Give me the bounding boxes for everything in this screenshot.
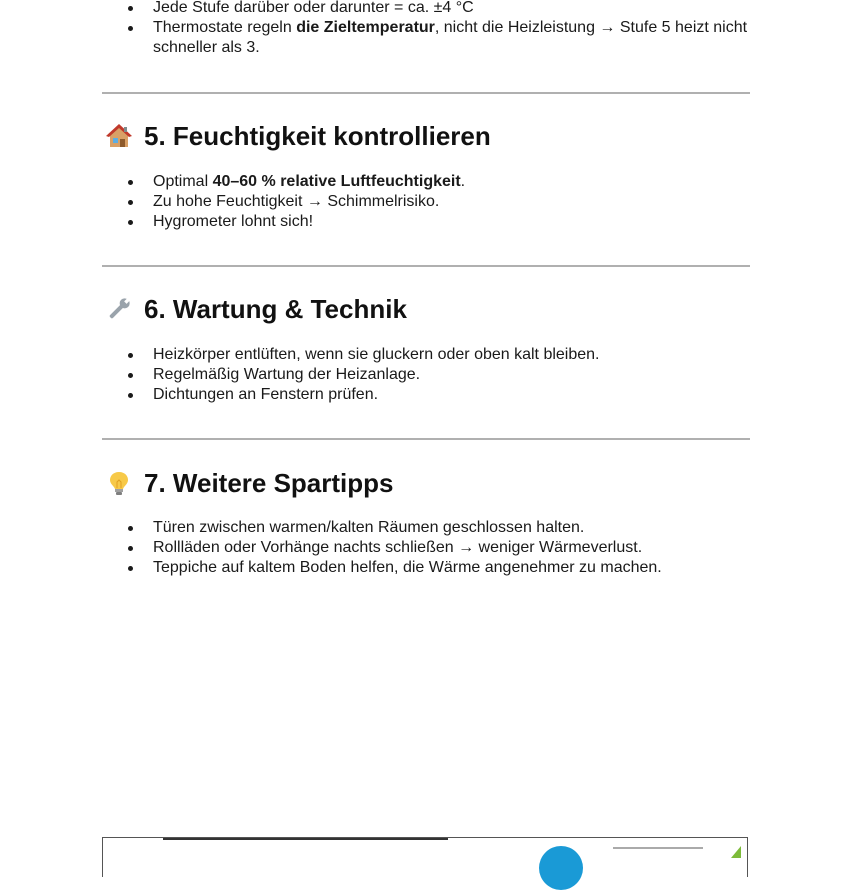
section-heading-7 (104, 467, 394, 499)
list-item: Heizkörper entlüften, wenn sie gluckern oder oben kalt bleiben. (128, 345, 753, 365)
wrench-icon (104, 294, 134, 324)
bullet-list-7 (128, 518, 753, 578)
footer-accent-icon (731, 846, 741, 858)
section-divider (102, 265, 750, 267)
section-heading-6 (104, 293, 407, 325)
footer-decoration (163, 838, 448, 840)
list-item: Hygrometer lohnt sich! (128, 212, 753, 232)
section-title: 6. Wartung & Technik (144, 294, 407, 324)
lightbulb-icon (104, 468, 134, 498)
list-item: Zu hohe Feuchtigkeit → Schimmelrisiko. (128, 192, 753, 212)
section-title: 5. Feuchtigkeit kontrollieren (144, 121, 491, 151)
list-item: Thermostate regeln die Zieltemperatur, nicht die Heizleistung → Stufe 5 heizt nicht schneller als 3. (128, 18, 753, 58)
top-bullet-list (128, 0, 753, 58)
list-item: Optimal 40–60 % relative Luftfeuchtigkeit. (128, 172, 753, 192)
section-title: 7. Weitere Spartipps (144, 468, 394, 498)
footer-logo (539, 846, 583, 890)
bullet-list-6 (128, 345, 753, 405)
list-item: Dichtungen an Fenstern prüfen. (128, 385, 753, 405)
section-divider (102, 438, 750, 440)
list-item: Türen zwischen warmen/kalten Räumen geschlossen halten. (128, 518, 753, 538)
list-item: Rollläden oder Vorhänge nachts schließen → weniger Wärmeverlust. (128, 538, 753, 558)
bullet-list-5 (128, 172, 753, 232)
house-icon (104, 121, 134, 151)
list-item: Regelmäßig Wartung der Heizanlage. (128, 365, 753, 385)
list-item: Teppiche auf kaltem Boden helfen, die Wärme angenehmer zu machen. (128, 558, 753, 578)
footer-banner (102, 837, 748, 877)
section-divider (102, 92, 750, 94)
section-heading-5 (104, 120, 491, 152)
footer-decoration (613, 847, 703, 849)
list-item: Jede Stufe darüber oder darunter = ca. ±4 °C (128, 0, 753, 18)
